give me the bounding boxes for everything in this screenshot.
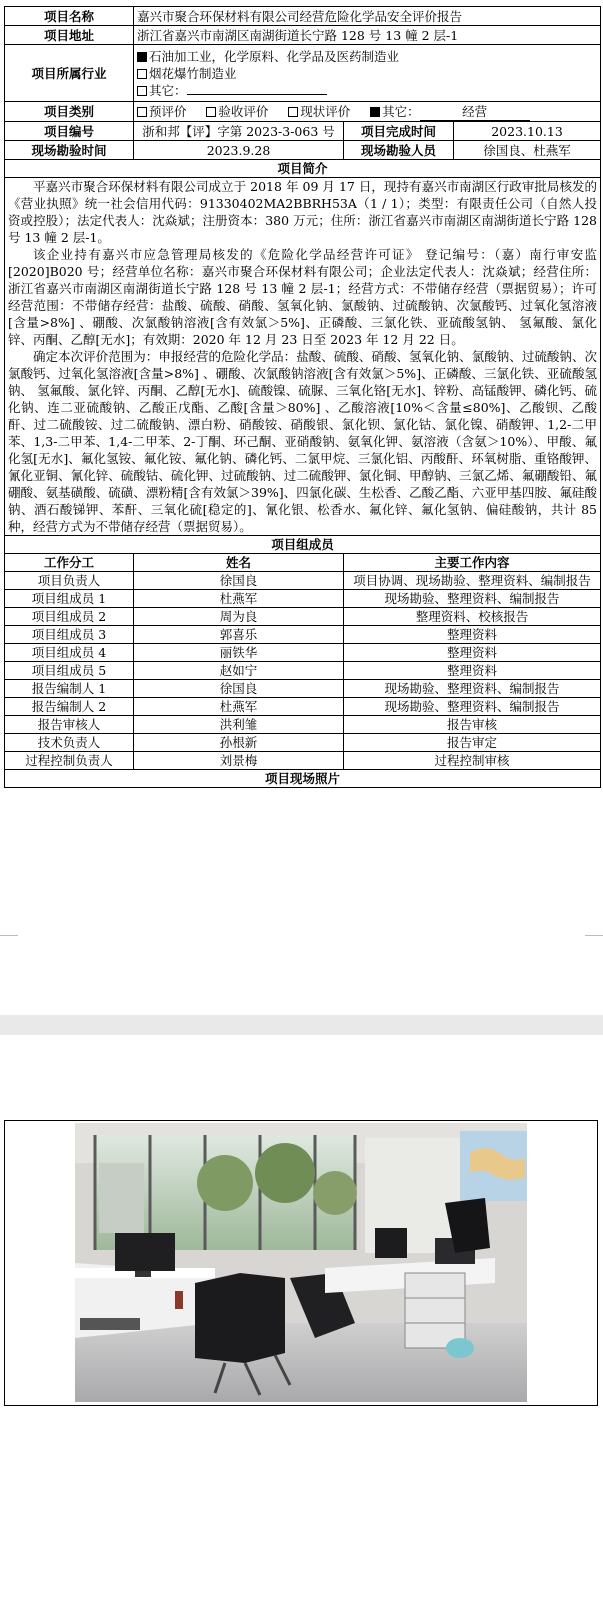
survey-staff-label: 现场勘验人员 xyxy=(344,141,454,160)
member-role: 项目组成员 2 xyxy=(5,608,134,626)
member-row xyxy=(5,752,601,770)
member-work: 现场勘验、整理资料、编制报告 xyxy=(344,680,601,698)
type-option-1: 预评价 xyxy=(149,103,187,119)
member-work: 整理资料 xyxy=(344,662,601,680)
industry-option-1: 石油加工业，化学原料、化学品及医药制造业 xyxy=(149,48,400,64)
photos-title: 项目现场照片 xyxy=(5,770,601,788)
member-row xyxy=(5,680,601,698)
checkbox-empty-icon xyxy=(206,107,216,117)
site-photo-frame xyxy=(4,1120,598,1406)
member-row xyxy=(5,608,601,626)
member-name: 徐国良 xyxy=(134,680,344,698)
member-name: 郭喜乐 xyxy=(134,626,344,644)
member-work: 整理资料 xyxy=(344,626,601,644)
project-industry-options xyxy=(134,45,601,102)
member-work: 整理资料、校核报告 xyxy=(344,608,601,626)
member-row xyxy=(5,662,601,680)
checkbox-checked-icon xyxy=(370,107,380,117)
project-industry-label: 项目所属行业 xyxy=(5,45,134,102)
checkbox-empty-icon xyxy=(137,107,147,117)
member-name: 杜燕军 xyxy=(134,698,344,716)
project-name-value: 嘉兴市聚合环保材料有限公司经营危险化学品安全评价报告 xyxy=(134,7,601,26)
member-role: 项目组成员 4 xyxy=(5,644,134,662)
industry-option-2: 烟花爆竹制造业 xyxy=(149,65,237,81)
intro-paragraph-2: 该企业持有嘉兴市应急管理局核发的《危险化学品经营许可证》 登记编号：（嘉）南行审安监[2020]B020 号；经营单位名称：嘉兴市聚合环保材料有限公司；企业法定代表人：沈焱斌；经营住所：浙江省嘉兴市南湖区南湖街道长宁路 128 号 13 幢 2 层-1；经营方式：不带储存经营（票据贸易）；许可经营范围：不带储存经营：盐酸、硫酸、硝酸、氢氧化钠、氯酸钠、过硫酸钠、次氯酸钙、过氧化氢溶液[含量>8%] 、硼酸、次氯酸钠溶液[含有效氯＞5%]、正磷酸、三氯化铁、亚硫酸氢钠、 氢氟酸、氯化锌、丙酮、乙醇[无水]；有效期：2020 年 12 月 23 日至 2023 年 12 月 22 日。 xyxy=(8,247,598,347)
member-name: 丽铁华 xyxy=(134,644,344,662)
project-address-label: 项目地址 xyxy=(5,26,134,45)
member-work: 报告审定 xyxy=(344,734,601,752)
members-title: 项目组成员 xyxy=(5,536,601,554)
project-number-value: 浙和邦【评】字第 2023-3-063 号 xyxy=(134,122,344,141)
member-role: 报告编制人 2 xyxy=(5,698,134,716)
member-name: 刘景梅 xyxy=(134,752,344,770)
members-body xyxy=(5,572,601,770)
checkbox-checked-icon xyxy=(137,52,147,62)
industry-other-blank xyxy=(187,94,327,95)
checkbox-empty-icon xyxy=(288,107,298,117)
intro-paragraphs xyxy=(5,178,601,536)
member-role: 项目组成员 3 xyxy=(5,626,134,644)
checkbox-empty-icon xyxy=(137,69,147,79)
member-role: 过程控制负责人 xyxy=(5,752,134,770)
type-option-2: 验收评价 xyxy=(218,103,269,119)
members-header-work: 主要工作内容 xyxy=(344,554,601,572)
project-done-value: 2023.10.13 xyxy=(454,122,601,141)
members-header-role: 工作分工 xyxy=(5,554,134,572)
member-work: 报告审核 xyxy=(344,716,601,734)
member-work: 现场勘验、整理资料、编制报告 xyxy=(344,698,601,716)
page-corner-mark xyxy=(585,935,603,950)
member-name: 周为良 xyxy=(134,608,344,626)
member-role: 技术负责人 xyxy=(5,734,134,752)
member-name: 孙根新 xyxy=(134,734,344,752)
member-name: 赵如宁 xyxy=(134,662,344,680)
project-type-options xyxy=(134,102,601,122)
survey-staff-value: 徐国良、杜燕军 xyxy=(454,141,601,160)
member-row xyxy=(5,698,601,716)
member-work: 过程控制审核 xyxy=(344,752,601,770)
site-photo-office xyxy=(75,1123,527,1402)
intro-paragraph-3: 确定本次评价范围为：申报经营的危险化学品：盐酸、硫酸、硝酸、氢氧化钠、氯酸钠、过硫酸钠、次氯酸钙、过氧化氢溶液[含量>8%] 、硼酸、次氯酸钠溶液[含有效氯＞5%]、正磷酸、三氯化铁、亚硫酸氢钠、 氢氟酸、氯化锌、丙酮、乙醇[无水]、硫酸镍、硫脲、三氧化铬[无水]、锌粉、高锰酸钾、磷化钙、硫化钠、连二亚硫酸钠、乙酸正戊酯、乙酸[含量＞80%] 、乙酸溶液[10%＜含量≤80%]、乙酸钡、乙酸酐、过二硫酸铵、过二硫酸钠、漂白粉、硝酸铵、硝酸银、氯化钡、氯化钴、氯化镍、硝酸钾、1,2-二甲苯、1,3-二甲苯、1,4-二甲苯、2-丁酮、环己酮、亚硝酸钠、氨氧化钾、氨溶液（含氨＞10%）、甲酸、氟化氢[无水]、氟化氢铵、氟化铵、氟化钠、磷化钙、二氯甲烷、三氯化铝、丙酸酐、环氧树脂、重铬酸钾、氰化亚铜、氰化锌、硫酸钴、硫化钾、过硫酸钠、过二硫酸钾、氯化铜、甲醇钠、三氯乙烯、氟硼酸铅、氟硼酸、氨基磺酸、硫磺、漂粉精[含有效氯＞39%]、四氯化碳、生松香、乙酸乙酯、六亚甲基四胺、氟硅酸钠、酒石酸锑钾、苯酐、三氧化硫[稳定的]、氰化银、松香水、氟化锌、氟化氢钠、偏硅酸钠，共计 85 种，经营方式为不带储存经营（票据贸易）。 xyxy=(8,349,598,534)
member-row xyxy=(5,590,601,608)
member-row xyxy=(5,644,601,662)
member-role: 项目组成员 1 xyxy=(5,590,134,608)
project-info-table xyxy=(4,6,601,788)
member-row xyxy=(5,626,601,644)
members-header-name: 姓名 xyxy=(134,554,344,572)
checkbox-empty-icon xyxy=(137,86,147,96)
member-role: 项目组成员 5 xyxy=(5,662,134,680)
member-name: 洪利雏 xyxy=(134,716,344,734)
project-done-label: 项目完成时间 xyxy=(344,122,454,141)
intro-title: 项目简介 xyxy=(5,160,601,178)
member-name: 杜燕军 xyxy=(134,590,344,608)
project-number-label: 项目编号 xyxy=(5,122,134,141)
project-address-value: 浙江省嘉兴市南湖区南湖街道长宁路 128 号 13 幢 2 层-1 xyxy=(134,26,601,45)
page-corner-mark xyxy=(0,935,18,950)
intro-paragraph-1: 平嘉兴市聚合环保材料有限公司成立于 2018 年 09 月 17 日，现持有嘉兴市南湖区行政审批局核发的《营业执照》统一社会信用代码：91330402MA2BBRH53A（1 / 1）；类型：有限责任公司（自然人投资或控股）；法定代表人：沈焱斌；注册资本：380 万元；住所：浙江省嘉兴市南湖区南湖街道长宁路 128 号 13 幢 2 层-1。 xyxy=(8,179,598,245)
page-gap xyxy=(0,1015,603,1035)
survey-time-label: 现场勘验时间 xyxy=(5,141,134,160)
member-row xyxy=(5,572,601,590)
member-name: 徐国良 xyxy=(134,572,344,590)
type-option-4: 其它： xyxy=(382,103,420,119)
type-option-3: 现状评价 xyxy=(300,103,351,119)
industry-option-3: 其它： xyxy=(149,82,187,98)
member-role: 项目负责人 xyxy=(5,572,134,590)
project-type-label: 项目类别 xyxy=(5,102,134,122)
type-other-value: 经营 xyxy=(420,103,530,121)
member-role: 报告编制人 1 xyxy=(5,680,134,698)
project-name-label: 项目名称 xyxy=(5,7,134,26)
member-row xyxy=(5,734,601,752)
member-role: 报告审核人 xyxy=(5,716,134,734)
member-row xyxy=(5,716,601,734)
member-work: 现场勘验、整理资料、编制报告 xyxy=(344,590,601,608)
member-work: 整理资料 xyxy=(344,644,601,662)
survey-time-value: 2023.9.28 xyxy=(134,141,344,160)
member-work: 项目协调、现场勘验、整理资料、编制报告 xyxy=(344,572,601,590)
